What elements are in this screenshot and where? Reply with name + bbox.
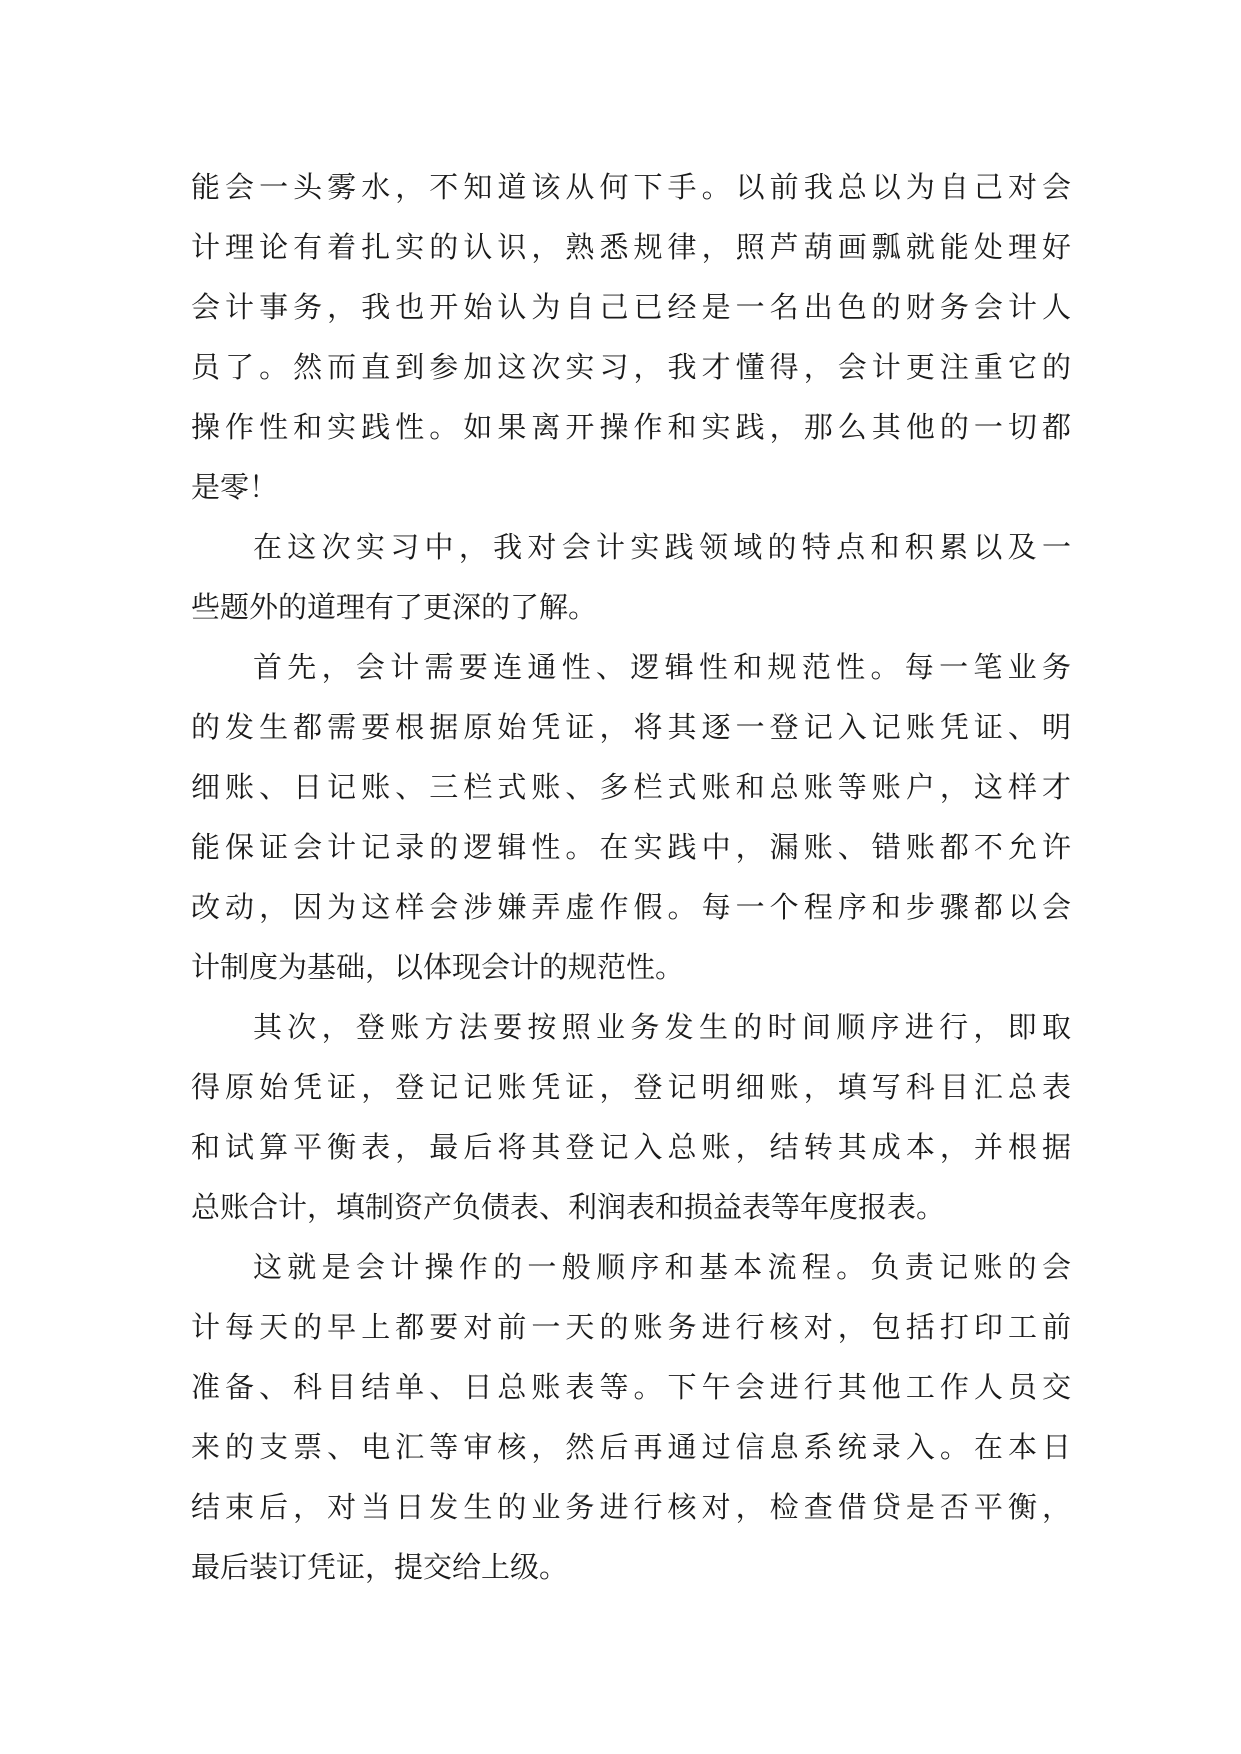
paragraph-first-line: 在这次实习中，我对会计实践领域的特点和积累以及一 (253, 530, 1071, 564)
paragraph-first-line: 其次，登账方法要按照业务发生的时间顺序进行，即取 (253, 1010, 1071, 1044)
text-line: 来的支票、电汇等审核，然后再通过信息系统录入。在本日 (191, 1430, 1071, 1464)
paragraph-first-line: 首先，会计需要连通性、逻辑性和规范性。每一笔业务 (253, 650, 1071, 684)
text-line: 计理论有着扎实的认识，熟悉规律，照芦葫画瓢就能处理好 (191, 230, 1071, 264)
text-line: 改动，因为这样会涉嫌弄虚作假。每一个程序和步骤都以会 (191, 890, 1071, 924)
text-line: 得原始凭证，登记记账凭证，登记明细账，填写科目汇总表 (191, 1070, 1071, 1104)
text-line: 细账、日记账、三栏式账、多栏式账和总账等账户，这样才 (191, 770, 1071, 804)
text-line: 能保证会计记录的逻辑性。在实践中，漏账、错账都不允许 (191, 830, 1071, 864)
body-text (191, 157, 1071, 1597)
text-line: 总账合计，填制资产负债表、利润表和损益表等年度报表。 (191, 1190, 946, 1224)
text-line: 计制度为基础，以体现会计的规范性。 (191, 950, 685, 984)
text-line: 些题外的道理有了更深的了解。 (191, 590, 598, 624)
text-line: 的发生都需要根据原始凭证，将其逐一登记入记账凭证、明 (191, 710, 1071, 744)
text-line: 是零！ (191, 470, 279, 504)
paragraph-first-line: 这就是会计操作的一般顺序和基本流程。负责记账的会 (253, 1250, 1071, 1284)
text-line: 会计事务，我也开始认为自己已经是一名出色的财务会计人 (191, 290, 1071, 324)
text-line: 准备、科目结单、日总账表等。下午会进行其他工作人员交 (191, 1370, 1071, 1404)
text-line: 计每天的早上都要对前一天的账务进行核对，包括打印工前 (191, 1310, 1071, 1344)
text-line: 操作性和实践性。如果离开操作和实践，那么其他的一切都 (191, 410, 1071, 444)
text-line: 最后装订凭证，提交给上级。 (191, 1550, 569, 1584)
text-line: 结束后，对当日发生的业务进行核对，检查借贷是否平衡， (191, 1490, 1071, 1524)
text-line: 和试算平衡表，最后将其登记入总账，结转其成本，并根据 (191, 1130, 1071, 1164)
text-line: 员了。然而直到参加这次实习，我才懂得，会计更注重它的 (191, 350, 1071, 384)
text-line: 能会一头雾水，不知道该从何下手。以前我总以为自己对会 (191, 170, 1071, 204)
